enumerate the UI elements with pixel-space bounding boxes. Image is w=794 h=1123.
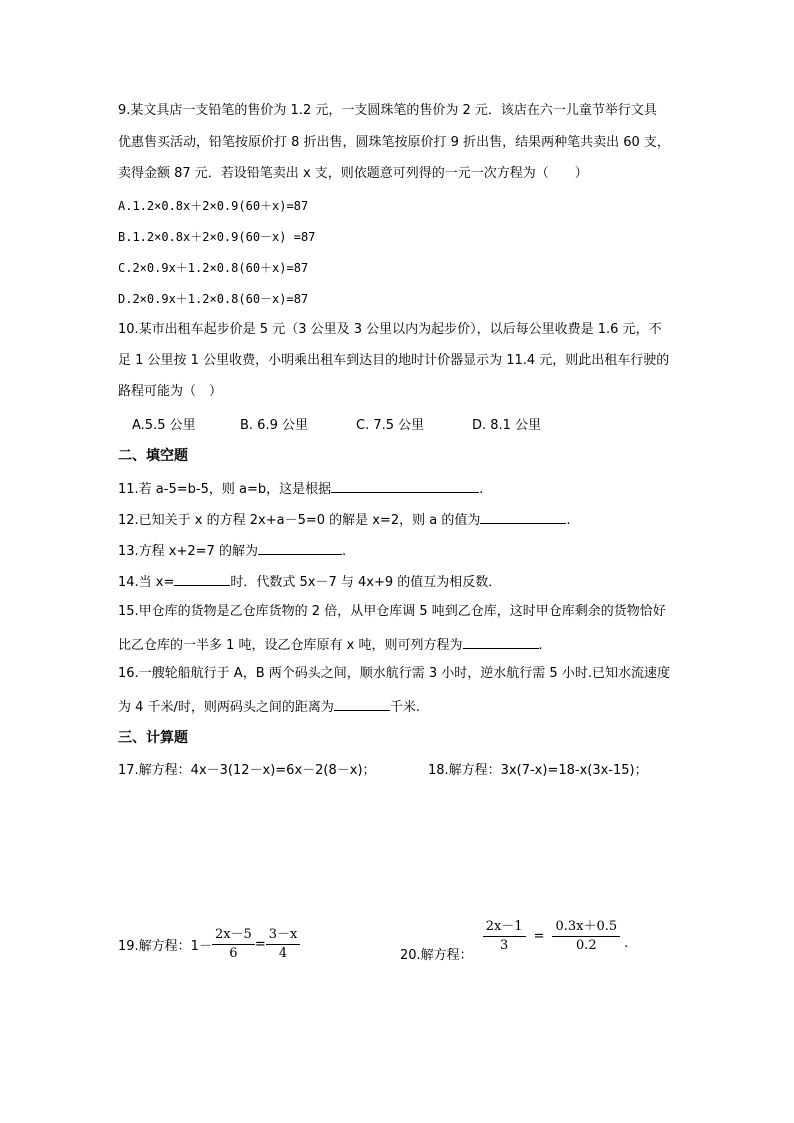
q19 xyxy=(118,926,300,963)
q19-denominator-left: 6 xyxy=(229,946,238,961)
q20-fraction-right xyxy=(552,918,620,955)
q9-option-c: C.2×0.9x＋1.2×0.8(60＋x)=87 xyxy=(118,261,309,275)
q10-line3: 路程可能为（ ） xyxy=(118,384,223,399)
q20-end: . xyxy=(624,936,629,951)
q20-label: 20.解方程： xyxy=(400,948,473,963)
q18: 18.解方程：3x(7-x)=18-x(3x-15)； xyxy=(428,763,648,778)
q14-pre: 14.当 x= xyxy=(118,575,175,590)
q9-option-d: D.2×0.9x＋1.2×0.8(60－x)=87 xyxy=(118,292,309,306)
q14-post: 时．代数式 5x－7 与 4x+9 的值互为相反数． xyxy=(230,575,502,590)
q13-end: . xyxy=(341,544,347,559)
q19-fraction-left xyxy=(212,926,255,963)
q11-answer-blank[interactable] xyxy=(331,478,479,493)
q15-answer-blank[interactable] xyxy=(463,634,539,649)
q10-option-b: B. 6.9 公里 xyxy=(240,418,308,433)
q17: 17.解方程：4x－3(12－x)=6x－2(8－x)； xyxy=(118,763,376,778)
q16-line2-pre: 为 4 千米/时，则两码头之间的距离为 xyxy=(118,700,334,715)
q10-line2: 足 1 公里按 1 公里收费，小明乘出租车到达目的地时计价器显示为 11.4 元，则此出租车行驶的 xyxy=(118,353,670,368)
q13-text: 13.方程 x+2=7 的解为 xyxy=(118,544,258,559)
q12 xyxy=(118,509,571,530)
q19-label: 19.解方程：1－ xyxy=(118,939,212,954)
q20-numerator-left: 2x－1 xyxy=(483,918,526,937)
q19-numerator-left: 2x－5 xyxy=(212,926,255,945)
q19-equals: = xyxy=(254,937,266,952)
q20-equals: = xyxy=(533,929,545,944)
q12-end: . xyxy=(566,513,571,528)
q13-answer-blank[interactable] xyxy=(258,540,342,555)
q10-option-c: C. 7.5 公里 xyxy=(356,418,425,433)
q15-line1: 15.甲仓库的货物是乙仓库货物的 2 倍，从甲仓库调 5 吨到乙仓库，这时甲仓库剩余的货物恰好 xyxy=(118,604,666,619)
q9-line1: 9.某文具店一支铅笔的售价为 1.2 元，一支圆珠笔的售价为 2 元．该店在六一儿童节举行文具 xyxy=(118,103,657,118)
q19-numerator-right: 3－x xyxy=(266,926,301,945)
q15-line2 xyxy=(118,634,543,655)
q9-line3: 卖得金额 87 元．若设铅笔卖出 x 支，则依题意可列得的一元一次方程为（ ） xyxy=(118,166,588,181)
q16-line1: 16.一艘轮船航行于 A，B 两个码头之间，顺水航行需 3 小时，逆水航行需 5 小时.已知水流速度 xyxy=(118,666,670,681)
q16-answer-blank[interactable] xyxy=(334,696,390,711)
q15-line2-text: 比乙仓库的一半多 1 吨，设乙仓库原有 x 吨，则可列方程为 xyxy=(118,638,463,653)
section-fill-in-title: 二、填空题 xyxy=(118,448,188,464)
q10-option-d: D. 8.1 公里 xyxy=(472,418,542,433)
q11-text: 11.若 a-5=b-5，则 a=b，这是根据 xyxy=(118,482,332,497)
q9-line2: 优惠售买活动，铅笔按原价打 8 折出售，圆珠笔按原价打 9 折出售，结果两种笔共卖出 60 支， xyxy=(118,135,670,150)
q20-denominator-left: 3 xyxy=(499,938,509,953)
q15-end: . xyxy=(538,638,543,653)
q16-line2-post: 千米. xyxy=(389,700,421,715)
q11 xyxy=(118,478,483,499)
q12-answer-blank[interactable] xyxy=(480,509,566,524)
q12-text: 12.已知关于 x 的方程 2x+a－5=0 的解是 x=2，则 a 的值为 xyxy=(118,513,481,528)
q9-option-b: B.1.2×0.8x＋2×0.9(60－x) =87 xyxy=(118,230,316,244)
q20 xyxy=(400,910,628,963)
q13 xyxy=(118,540,346,561)
q19-fraction-right xyxy=(266,926,301,963)
q14 xyxy=(118,571,501,592)
q20-numerator-right: 0.3x＋0.5 xyxy=(552,918,620,937)
q10-line1: 10.某市出租车起步价是 5 元（3 公里及 3 公里以内为起步价），以后每公里收费是 1.6 元，不 xyxy=(118,322,662,337)
q14-answer-blank[interactable] xyxy=(174,571,230,586)
q20-denominator-right: 0.2 xyxy=(575,938,597,953)
q10-option-a: A.5.5 公里 xyxy=(132,418,196,433)
q20-fraction-left xyxy=(483,918,526,955)
q19-denominator-right: 4 xyxy=(278,946,288,961)
q9-option-a: A.1.2×0.8x＋2×0.9(60＋x)=87 xyxy=(118,199,309,213)
q16-line2 xyxy=(118,696,420,717)
section-calculation-title: 三、计算题 xyxy=(118,730,188,746)
q11-end: . xyxy=(479,482,484,497)
